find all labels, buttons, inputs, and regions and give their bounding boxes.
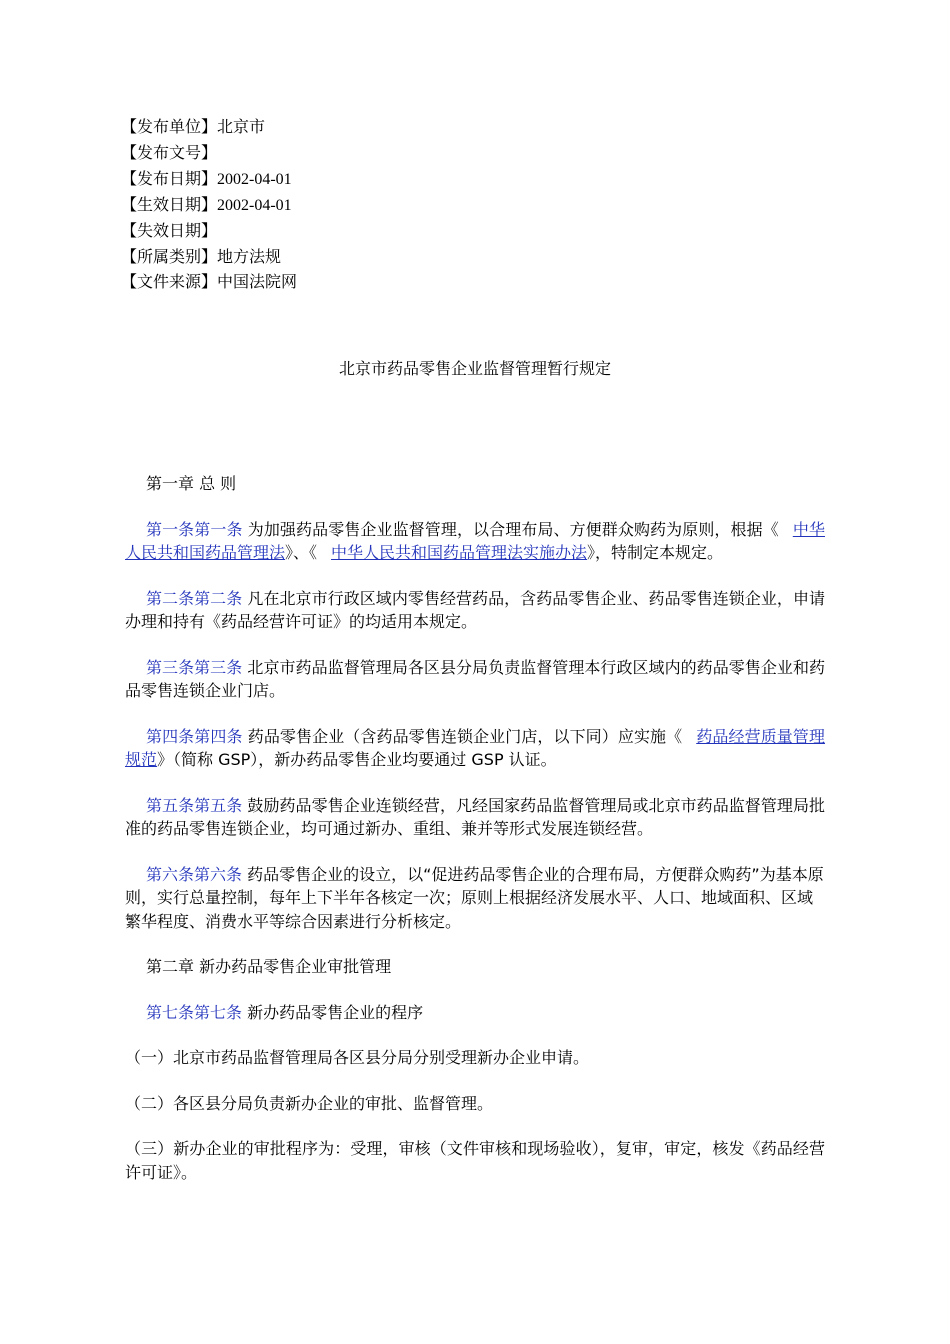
meta-category: 【所属类别】地方法规 xyxy=(121,247,282,266)
article-2: 第二条第二条 凡在北京市行政区域内零售经营药品，含药品零售企业、药品零售连锁企业，申请办理和持有《药品经营许可证》的均适用本规定。 xyxy=(125,588,825,631)
article-label[interactable]: 第六条第六条 xyxy=(146,864,243,884)
article-label[interactable]: 第二条第二条 xyxy=(146,588,243,608)
law-link[interactable]: 中华人民共和国药品管理法 xyxy=(125,519,825,562)
chapter-heading: 第一章 总 则 xyxy=(146,474,237,493)
meta-publish-date: 【发布日期】2002-04-01 xyxy=(121,169,292,188)
article-7: 第七条第七条 新办药品零售企业的程序 xyxy=(146,1002,424,1022)
gsp-link[interactable]: 药品经营质量管理规范 xyxy=(125,726,825,769)
list-item: （三）新办企业的审批程序为：受理，审核（文件审核和现场验收），复审，审定，核发《药品经营许可证》。 xyxy=(125,1139,825,1182)
meta-source: 【文件来源】中国法院网 xyxy=(121,272,298,291)
meta-doc-number: 【发布文号】 xyxy=(121,143,218,162)
meta-expiry-date: 【失效日期】 xyxy=(121,221,218,240)
article-label[interactable]: 第四条第四条 xyxy=(146,726,243,746)
article-label[interactable]: 第七条第七条 xyxy=(146,1002,243,1022)
document-body xyxy=(125,472,825,1206)
article-label[interactable]: 第五条第五条 xyxy=(146,795,243,815)
article-label[interactable]: 第三条第三条 xyxy=(146,657,243,677)
document-title: 北京市药品零售企业监督管理暂行规定 xyxy=(338,359,611,378)
article-6: 第六条第六条 药品零售企业的设立，以“促进药品零售企业的合理布局，方便群众购药”为基本原则，实行总量控制，每年上下半年各核定一次；原则上根据经济发展水平、人口、地域面积、区域繁华程度、消费水平等综合因素进行分析核定。 xyxy=(125,864,824,931)
article-3: 第三条第三条 北京市药品监督管理局各区县分局负责监督管理本行政区域内的药品零售企业和药品零售连锁企业门店。 xyxy=(125,657,825,700)
chapter-heading: 第二章 新办药品零售企业审批管理 xyxy=(146,957,392,976)
meta-effective-date: 【生效日期】2002-04-01 xyxy=(121,195,292,214)
article-5: 第五条第五条 鼓励药品零售企业连锁经营，凡经国家药品监督管理局或北京市药品监督管理局批准的药品零售连锁企业，均可通过新办、重组、兼并等形式发展连锁经营。 xyxy=(125,795,825,838)
meta-issuer: 【发布单位】北京市 xyxy=(121,117,266,136)
article-4: 第四条第四条 药品零售企业（含药品零售连锁企业门店，以下同）应实施《 药品经营质量管理规范》（简称 GSP），新办药品零售企业均要通过 GSP 认证。 xyxy=(125,726,825,769)
list-item: （一）北京市药品监督管理局各区县分局分别受理新办企业申请。 xyxy=(125,1048,590,1067)
list-item: （二）各区县分局负责新办企业的审批、监督管理。 xyxy=(125,1093,494,1113)
metadata-block xyxy=(121,114,297,294)
article-1: 第一条第一条 为加强药品零售企业监督管理，以合理布局、方便群众购药为原则，根据《 中华人民共和国药品管理法》、《 中华人民共和国药品管理法实施办法》，特制定本规定。 xyxy=(125,519,825,562)
article-label[interactable]: 第一条第一条 xyxy=(146,519,243,539)
regulation-link[interactable]: 中华人民共和国药品管理法实施办法 xyxy=(331,543,588,562)
